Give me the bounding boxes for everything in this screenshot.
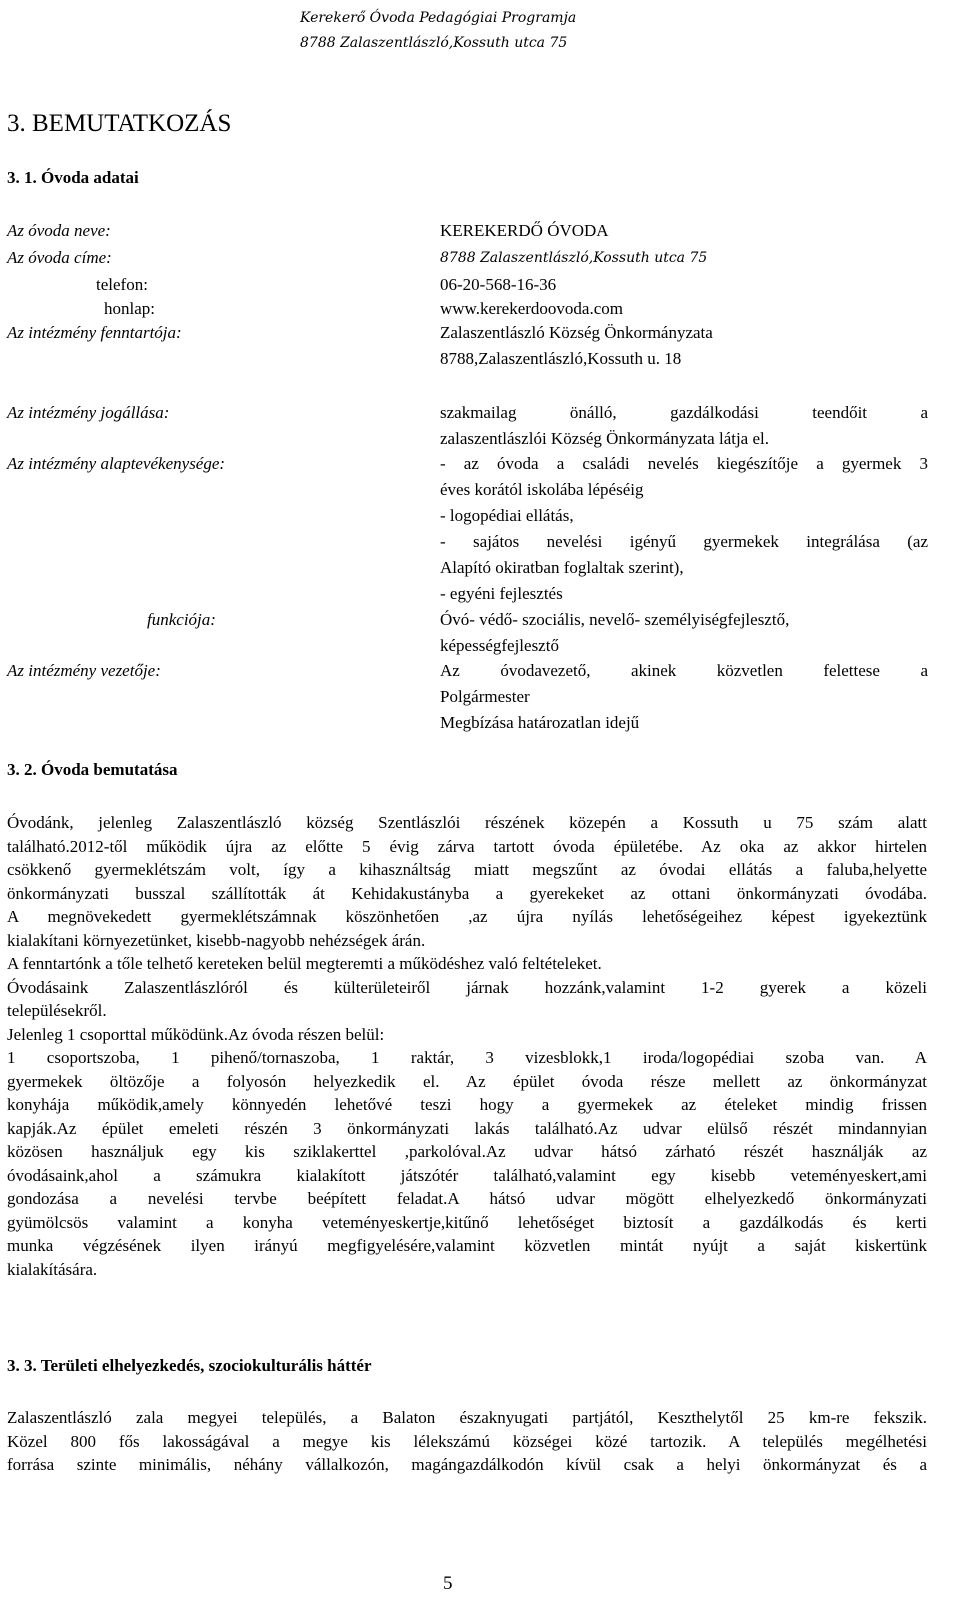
field-website-label: honlap: xyxy=(104,299,155,318)
section-title: 3. BEMUTATKOZÁS xyxy=(7,110,232,137)
paragraph-line: közösen használjuk egy kis sziklakerttel ,parkolóval.Az udvar hátsó zárható részét használják az xyxy=(7,1142,927,1161)
page-number: 5 xyxy=(443,1573,453,1594)
header-address: 8788 Zalaszentlászló,Kossuth utca 75 xyxy=(300,35,568,51)
paragraph-line: gyermekek öltözője a folyosón helyezkedik el. Az épület óvoda része mellett az önkormányzat xyxy=(7,1071,927,1091)
paragraph-line: A megnövekedett gyermeklétszámnak köszönhetően ,az újra nyílás lehetőségeihez képest igyekeztünk xyxy=(7,907,927,926)
paragraph-line: Közel 800 fős lakosságával a megye kis lélekszámú községei közé tartozik. A település megélhetési xyxy=(7,1431,927,1451)
paragraph-line: A fenntartónk a tőle telhető kereteken belül megteremti a működéshez való feltételeket. xyxy=(7,954,602,973)
paragraph-line: 1 csoportszoba, 1 pihenő/tornaszoba, 1 raktár, 3 vizesblokk,1 iroda/logopédiai szoba van. A xyxy=(7,1048,927,1067)
field-address-label: Az óvoda címe: xyxy=(7,248,112,267)
paragraph-line: óvodásaink,ahol a számukra kialakított játszótér található,valamint egy kisebb veteményeskert,ami xyxy=(7,1165,927,1185)
paragraph-line: gondozása a nevelési tervbe beépített feladat.A hátsó udvar mögött elhelyezkedő önkormányzati xyxy=(7,1189,927,1208)
header-title: Kerekerő Óvoda Pedagógiai Programja xyxy=(300,10,577,26)
paragraph-line: csökkenő gyermeklétszám volt, így a kihasználtság miatt megszűnt az óvodai ellátás a faluba,helyette xyxy=(7,860,927,879)
section-3-2-body xyxy=(7,811,927,1281)
field-phone-value: 06-20-568-16-36 xyxy=(440,275,557,294)
paragraph-line: önkormányzati busszal szállították át Kehidakustányba a gyerekeket az ottani önkormányzati óvodába. xyxy=(7,883,927,903)
field-name-label: Az óvoda neve: xyxy=(7,221,111,240)
paragraph-line: Zalaszentlászló zala megyei település, a Balaton északnyugati partjától, Keszthelytől 25 km-re fekszik. xyxy=(7,1408,927,1427)
paragraph-line: gyümölcsös valamint a konyha veteményeskertje,kitűnő lehetőséget biztosít a gazdálkodás és kerti xyxy=(7,1212,927,1232)
field-leader-label: Az intézmény vezetője: xyxy=(7,661,161,680)
paragraph-line: konyhája működik,amely könnyedén lehetővé teszi hogy a gyermekek az ételeket mindig frissen xyxy=(7,1095,927,1114)
field-core-activity-value: - az óvoda a családi nevelés kiegészítője a gyermek 3 éves korától iskolába lépéséig - logopédiai ellátás, - sajátos nevelési igényű gyermekek integrálása (az Alapító okiratban foglaltak szerint), - egyéni fejlesztés xyxy=(440,454,928,603)
paragraph-line: településekről. xyxy=(7,1001,107,1020)
field-core-activity-label: Az intézmény alaptevékenysége: xyxy=(7,454,226,473)
paragraph-line: forrása szinte minimális, néhány vállalkozón, magángazdálkodón kívül csak a helyi önkormányzat és a xyxy=(7,1455,927,1474)
paragraph-line: Óvodásaink Zalaszentlászlóról és külterületeiről járnak hozzánk,valamint 1-2 gyerek a közeli xyxy=(7,977,927,997)
field-maintainer-label: Az intézmény fenntartója: xyxy=(7,323,182,342)
paragraph-line: Óvodánk, jelenleg Zalaszentlászló község Szentlászlói részének közepén a Kossuth u 75 szám alatt xyxy=(7,813,927,832)
field-function-label: funkciója: xyxy=(147,610,216,629)
field-function-value: Óvó- védő- szociális, nevelő- személyiségfejlesztő, képességfejlesztő xyxy=(440,610,790,655)
section-3-3-body xyxy=(7,1406,927,1477)
paragraph-line: kialakítani környezetünket, kisebb-nagyobb nehézségek árán. xyxy=(7,930,426,950)
field-name-value: KEREKERDŐ ÓVODA xyxy=(440,221,609,240)
paragraph-line: Jelenleg 1 csoporttal működünk.Az óvoda részen belül: xyxy=(7,1024,385,1044)
field-legal-status-label: Az intézmény jogállása: xyxy=(7,403,170,422)
section-3-1-title: 3. 1. Óvoda adatai xyxy=(7,168,139,187)
paragraph-line: munka végzésének ilyen irányú megfigyelésére,valamint közvetlen mintát nyújt a saját kiskertünk xyxy=(7,1236,927,1255)
field-maintainer-value: Zalaszentlászló Község Önkormányzata 8788,Zalaszentlászló,Kossuth u. 18 xyxy=(440,323,713,368)
field-phone-label: telefon: xyxy=(96,275,148,294)
field-legal-status-value: szakmailag önálló, gazdálkodási teendőit a zalaszentlászlói Község Önkormányzata látja el. xyxy=(440,403,928,448)
running-header xyxy=(300,6,610,56)
section-3-3-title: 3. 3. Területi elhelyezkedés, szociokulturális háttér xyxy=(7,1356,372,1375)
paragraph-line: található.2012-től működik újra az előtte 5 évig zárva tartott óvoda épületébe. Az oka az akkor hirtelen xyxy=(7,836,927,856)
field-website-value[interactable]: www.kerekerdoovoda.com xyxy=(440,299,623,318)
section-3-2-title: 3. 2. Óvoda bemutatása xyxy=(7,760,178,779)
field-address-value: 8788 Zalaszentlászló,Kossuth utca 75 xyxy=(440,250,708,266)
field-leader-value: Az óvodavezető, akinek közvetlen felettese a Polgármester Megbízása határozatlan idejű xyxy=(440,661,928,732)
paragraph-line: kialakítására. xyxy=(7,1259,98,1279)
paragraph-line: kapják.Az épület emeleti részén 3 önkormányzati lakás található.Az udvar elülső részét mindannyian xyxy=(7,1118,927,1138)
